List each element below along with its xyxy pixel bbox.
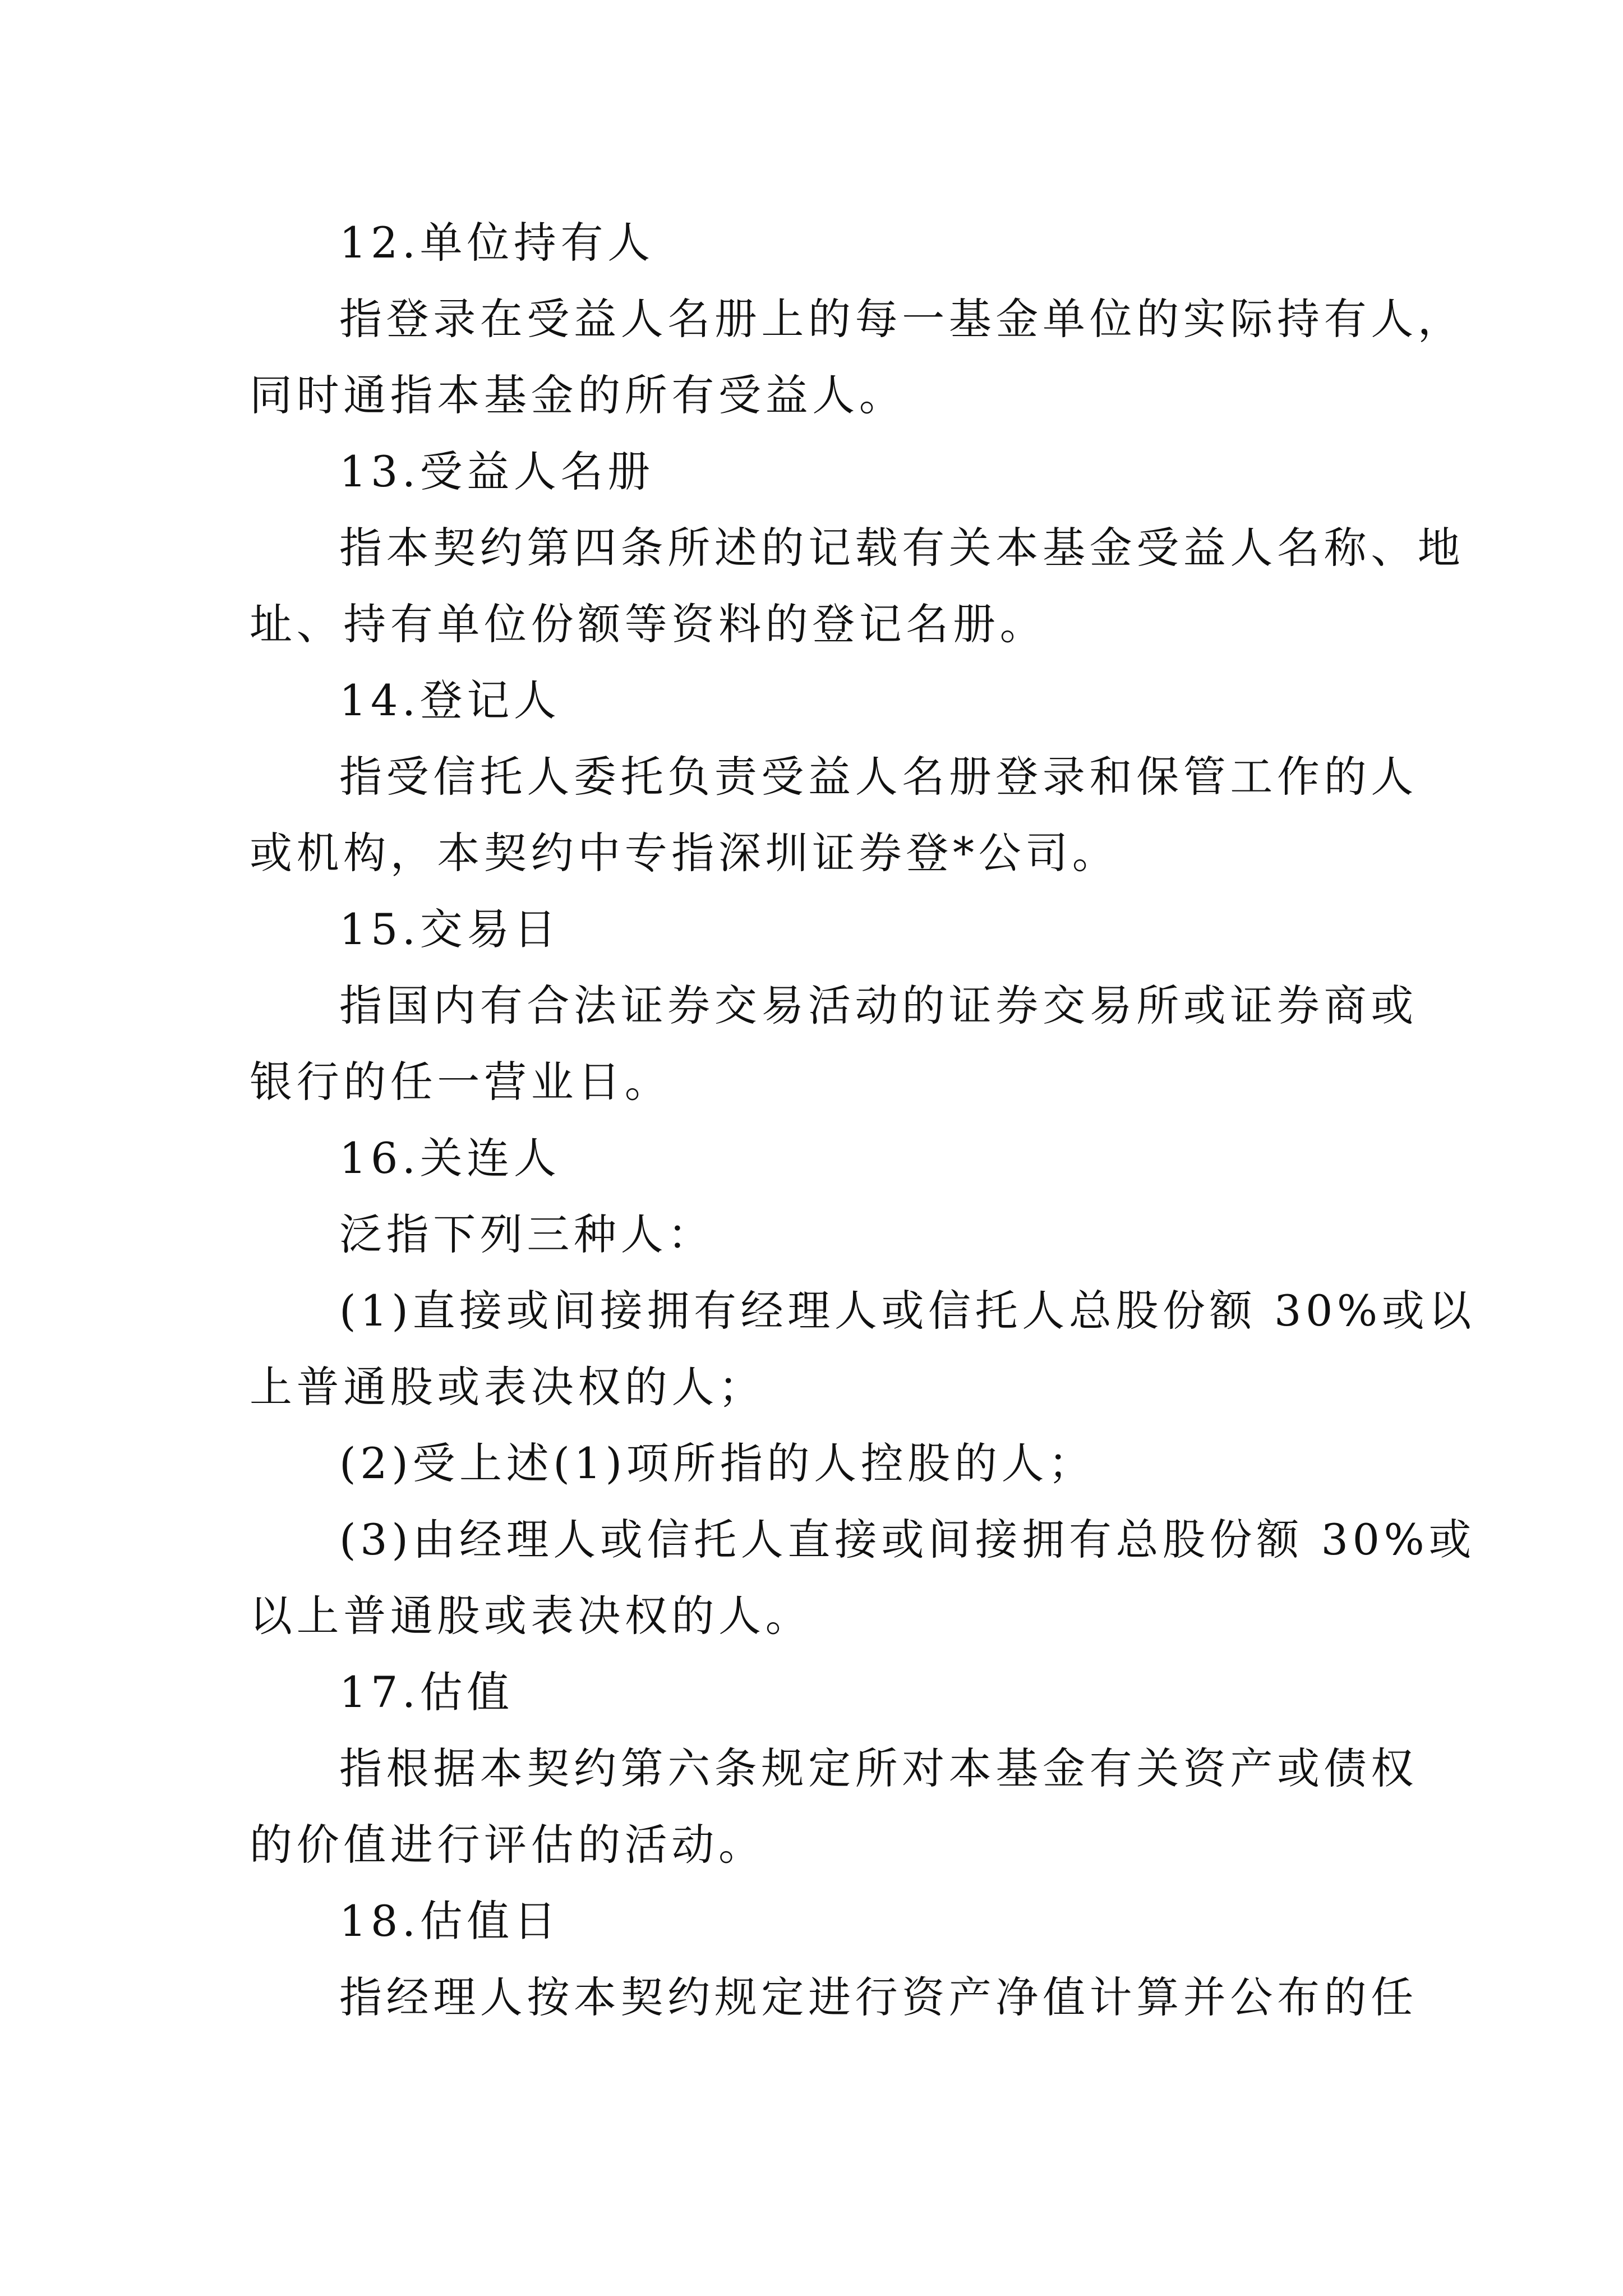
- definition-text-line: 的价值进行评估的活动。: [250, 1820, 766, 1870]
- definition-heading-14: 14.登记人: [339, 675, 561, 725]
- list-item-2: (2)受上述(1)项所指的人控股的人；: [339, 1438, 1095, 1488]
- definition-text-line: 上普通股或表决权的人；: [250, 1362, 766, 1412]
- definition-heading-16: 16.关连人: [339, 1133, 561, 1183]
- definition-text-line: 指本契约第四条所述的记载有关本基金受益人名称、地: [339, 523, 1465, 573]
- definition-text-line: 指经理人按本契约规定进行资产净值计算并公布的任: [339, 1972, 1418, 2022]
- definition-heading-18: 18.估值日: [339, 1896, 561, 1946]
- list-item-1: (1)直接或间接拥有经理人或信托人总股份额 30%或以: [339, 1286, 1476, 1336]
- definition-text-line: 址、持有单位份额等资料的登记名册。: [250, 599, 1047, 649]
- definition-text-line: 泛指下列三种人：: [339, 1209, 714, 1259]
- definition-text-line: 同时通指本基金的所有受益人。: [250, 370, 906, 420]
- definition-text-line: 指受信托人委托负责受益人名册登录和保管工作的人: [339, 752, 1418, 802]
- definition-text-line: 或机构，本契约中专指深圳证券登*公司。: [250, 828, 1119, 878]
- definition-heading-17: 17.估值: [339, 1667, 514, 1717]
- definition-text-line: 指国内有合法证券交易活动的证券交易所或证券商或: [339, 981, 1418, 1030]
- definition-heading-12: 12.单位持有人: [339, 218, 654, 268]
- definition-text-line: 指根据本契约第六条规定所对本基金有关资产或债权: [339, 1743, 1418, 1793]
- definition-text-line: 指登录在受益人名册上的每一基金单位的实际持有人，: [339, 294, 1465, 344]
- definition-heading-13: 13.受益人名册: [339, 447, 654, 496]
- list-item-3: (3)由经理人或信托人直接或间接拥有总股份额 30%或: [339, 1515, 1476, 1565]
- definition-text-line: 以上普通股或表决权的人。: [250, 1591, 813, 1641]
- definition-text-line: 银行的任一营业日。: [250, 1057, 672, 1107]
- definition-heading-15: 15.交易日: [339, 904, 561, 954]
